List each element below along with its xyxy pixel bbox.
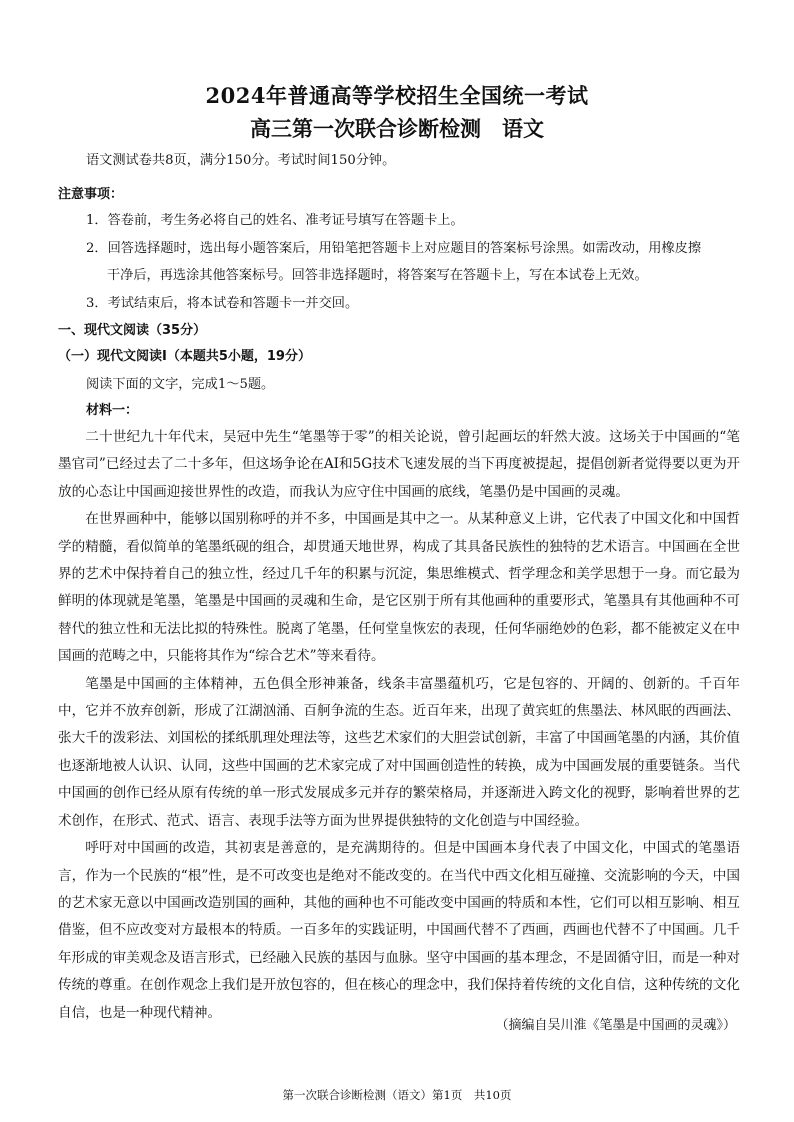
page-footer: 第一次联合诊断检测（语文）第1页 共10页 [282,1088,512,1102]
notice-item-3: 3．考试结束后，将本试卷和答题卡一并交回。 [86,296,359,311]
exam-title: 2024年普通高等学校招生全国统一考试 [205,83,589,108]
exam-subtitle: 高三第一次联合诊断检测 语文 [250,116,544,141]
passage-source: （摘编自吴川淮《笔墨是中国画的灵魂》） [495,1018,736,1033]
material-label: 材料一： [86,403,139,418]
notice-item-2-line-1: 2．回答选择题时，选出每小题答案后，用铅笔把答题卡上对应题目的答案标号涂黑。如需改动，用橡皮擦 [86,241,702,256]
passage-paragraph-1: 二十世纪九十年代末，吴冠中先生“笔墨等于零”的相关论说，曾引起画坛的轩然大波。这场关于中国画的“笔墨官司”已经过去了二十多年，但这场争论在AI和5G技术飞速发展的当下再度被提起，提倡创新者觉得要以更为开放的心态让中国画迎接世界性的改造，而我认为应守住中国画的底线，笔墨仍是中国画的灵魂。 [58,429,740,500]
reading-instruction: 阅读下面的文字，完成1～5题。 [86,377,275,392]
subsection-heading: （一）现代文阅读Ⅰ（本题共5小题，19分） [58,349,311,364]
reading-passage [58,424,740,1027]
notice-item-2-line-2: 干净后，再选涂其他答案标号。回答非选择题时，将答案写在答题卡上，写在本试卷上无效。 [107,268,648,283]
passage-paragraph-2: 在世界画种中，能够以国别称呼的并不多，中国画是其中之一。从某种意义上讲，它代表了中国文化和中国哲学的精髓，看似简单的笔墨纸砚的组合，却贯通天地世界，构成了其具备民族性的独特的艺术语言。中国画在全世界的艺术中保持着自己的独立性，经过几千年的积累与沉淀，集思维模式、哲学理念和美学思想于一身。而它最为鲜明的体现就是笔墨，笔墨是中国画的灵魂和生命，是它区别于所有其他画种的重要形式，笔墨具有其他画种不可替代的独立性和无法比拟的特殊性。脱离了笔墨，任何堂皇恢宏的表现，任何华丽绝妙的色彩，都不能被定义在中国画的范畴之中，只能将其作为“综合艺术”等来看待。 [58,511,740,665]
passage-paragraph-3: 笔墨是中国画的主体精神，五色俱全形神兼备，线条丰富墨蕴机巧，它是包容的、开阔的、创新的。千百年中，它并不放弃创新，形成了江湖汹涌、百舸争流的生态。近百年来，出现了黄宾虹的焦墨法、林风眠的西画法、张大千的泼彩法、刘国松的揉纸肌理处理法等，这些艺术家们的大胆尝试创新，丰富了中国画笔墨的内涵，其价值也逐渐地被人认识、认同，这些中国画的艺术家完成了对中国画创造性的转换，成为中国画发展的重要链条。当代中国画的创作已经从原有传统的单一形式发展成多元并存的繁荣格局，并逐渐进入跨文化的视野，影响着世界的艺术创作，在形式、范式、语言、表现手法等方面为世界提供独特的文化创造与中国经验。 [58,675,740,829]
section-heading: 一、现代文阅读（35分） [58,323,207,338]
passage-paragraph-4: 呼吁对中国画的改造，其初衷是善意的，是充满期待的。但是中国画本身代表了中国文化，中国式的笔墨语言，作为一个民族的“根”性，是不可改变也是绝对不能改变的。在当代中西文化相互碰撞、交流影响的今天，中国的艺术家无意以中国画改造别国的画种，其他的画种也不可能改变中国画的特质和本性，它们可以相互影响、相互借鉴，但不应改变对方最根本的特质。一百多年的实践证明，中国画代替不了西画，西画也代替不了中国画。几千年形成的审美观念及语言形式，已经融入民族的基因与血脉。坚守中国画的基本理念，不是固循守旧，而是一种对传统的尊重。在创作观念上我们是开放包容的，但在核心的理念中，我们保持着传统的文化自信，这种传统的文化自信，也是一种现代精神。 [58,840,740,1021]
exam-intro: 语文测试卷共8页，满分150分。考试时间150分钟。 [86,153,396,168]
notice-item-1: 1．答卷前，考生务必将自己的姓名、准考证号填写在答题卡上。 [86,213,464,228]
notice-heading: 注意事项： [58,187,124,202]
